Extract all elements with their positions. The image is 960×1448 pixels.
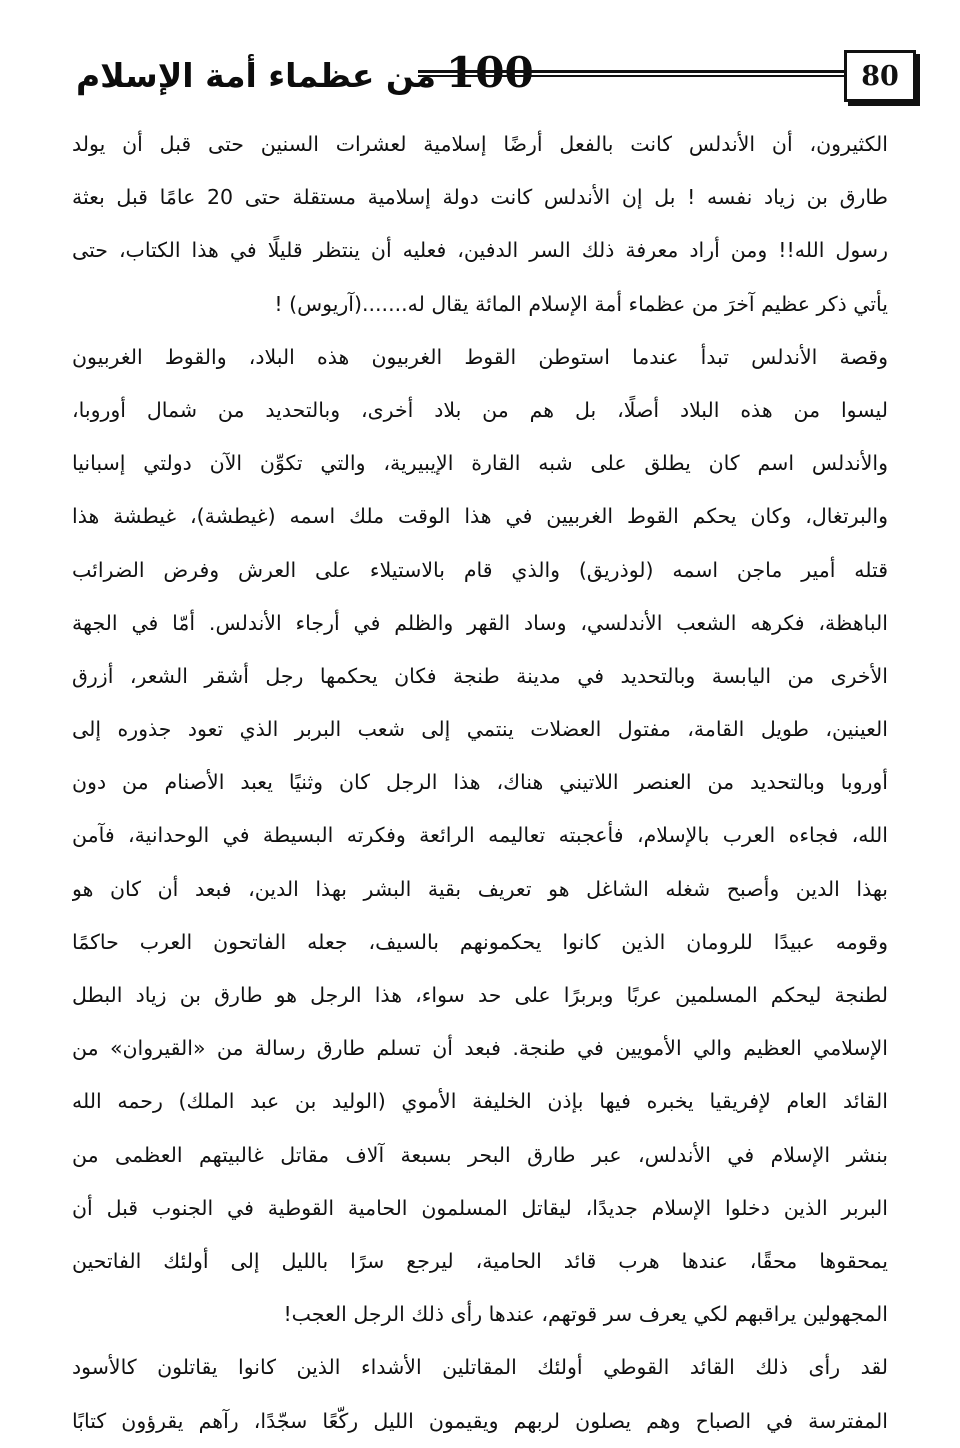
text-line: الله، فجاءه العرب بالإسلام، فأعجبته تعاليمه الرائعة وفكرته البسيطة في الوحدانية، فآمن <box>72 823 888 848</box>
text-line: المفترسة في الصباح وهم يصلون لربهم ويقيمون الليل ركّعًا سجّدًا، رآهم يقرؤون كتابًا <box>72 1408 888 1433</box>
text-line: لقد رأى ذلك القائد القوطي أولئك المقاتلين الأشداء الذين كانوا يقاتلون كالأسود <box>72 1355 888 1380</box>
text-line: وقومه عبيدًا للرومان الذين كانوا يحكمونهم بالسيف، جعله الفاتحون العرب حاكمًا <box>72 929 888 954</box>
book-title-text: من عظماء أمة الإسلام <box>76 56 437 95</box>
text-line: الكثيرون، أن الأندلس كانت بالفعل أرضًا إسلامية لعشرات السنين حتى قبل أن يولد <box>72 132 888 156</box>
text-line: والأندلس اسم كان يطلق على شبه القارة الإيبيرية، والتي تكوِّن الآن دولتي إسبانيا <box>72 451 888 476</box>
text-line: البربر الذين دخلوا الإسلام جديدًا، ليقاتل المسلمون الحامية القوطية في الجنوب قبل أن <box>72 1195 888 1220</box>
text-line: لطنجة ليحكم المسلمين عربًا وبربرًا على حد سواء، هذا الرجل هو طارق بن زياد البطل <box>72 983 888 1007</box>
page-number-box <box>844 50 916 102</box>
text-line: وقصة الأندلس تبدأ عندما استوطن القوط الغربيون هذه البلاد، والقوط الغربيون <box>72 344 888 369</box>
body-text <box>72 118 888 1448</box>
text-line: أوروبا وبالتحديد من العنصر اللاتيني هناك، هذا الرجل كان وثنيًا يعبد الأصنام من دون <box>72 770 888 795</box>
text-line: يمحقوها محقًا، عندها هرب قائد الحامية، ليرجع سرًا بالليل إلى أولئك الفاتحين <box>72 1248 888 1273</box>
text-line: طارق بن زياد نفسه ! بل إن الأندلس كانت دولة إسلامية مستقلة حتى 20 عامًا قبل بعثة <box>72 185 888 210</box>
text-line: والبرتغال، وكان يحكم القوط الغربيين في هذا الوقت ملك اسمه (غيطشة)، غيطشة هذا <box>72 504 888 529</box>
text-line: الباهظة، فكرهه الشعب الأندلسي، وساد القهر والظلم في أرجاء الأندلس. أمّا في الجهة <box>72 610 888 635</box>
text-line: قتله أمير ماجن اسمه (لوذريق) والذي قام بالاستيلاء على العرش وفرض الضرائب <box>72 557 888 582</box>
text-line: ليسوا من هذه البلاد أصلًا، بل هم من بلاد أخرى، وبالتحديد من شمال أوروبا، <box>72 397 888 422</box>
text-line: الأخرى من اليابسة وبالتحديد في مدينة طنجة فكان يحكمها رجل أشقر الشعر، أزرق <box>72 663 888 688</box>
text-line: الإسلامي العظيم والي الأمويين في طنجة. فبعد أن تسلم طارق رسالة من «القيروان» من <box>72 1036 888 1061</box>
text-line: بهذا الدين وأصبح شغله الشاغل هو تعريف بقية البشر بهذا الدين، فبعد أن كان هو <box>72 876 888 901</box>
running-header <box>68 40 920 110</box>
book-title-number: 100 <box>446 48 534 97</box>
text-line: المجهولين يراقبهم لكي يعرف سر قوتهم، عندها رأى ذلك الرجل العجب! <box>283 1302 888 1327</box>
text-line: العينين، طويل القامة، مفتول العضلات ينتمي إلى شعب البربر الذي تعود جذوره إلى <box>72 717 888 742</box>
header-rule <box>418 70 850 77</box>
text-line: بنشر الإسلام في الأندلس، عبر طارق البحر بسبعة آلاف مقاتل غالبيتهم العظمى من <box>72 1142 888 1167</box>
text-line: القائد العام لإفريقيا يخبره فيها بإذن الخليفة الأموي (الوليد بن عبد الملك) رحمه الله <box>72 1089 888 1114</box>
page-number: 80 <box>861 60 899 92</box>
text-line: يأتي ذكر عظيم آخرَ من عظماء أمة الإسلام المائة يقال له.......(آريوس) ! <box>274 291 888 316</box>
text-line: رسول الله!! ومن أراد معرفة ذلك السر الدفين، فعليه أن ينتظر قليلًا في هذا الكتاب، حتى <box>72 238 888 263</box>
